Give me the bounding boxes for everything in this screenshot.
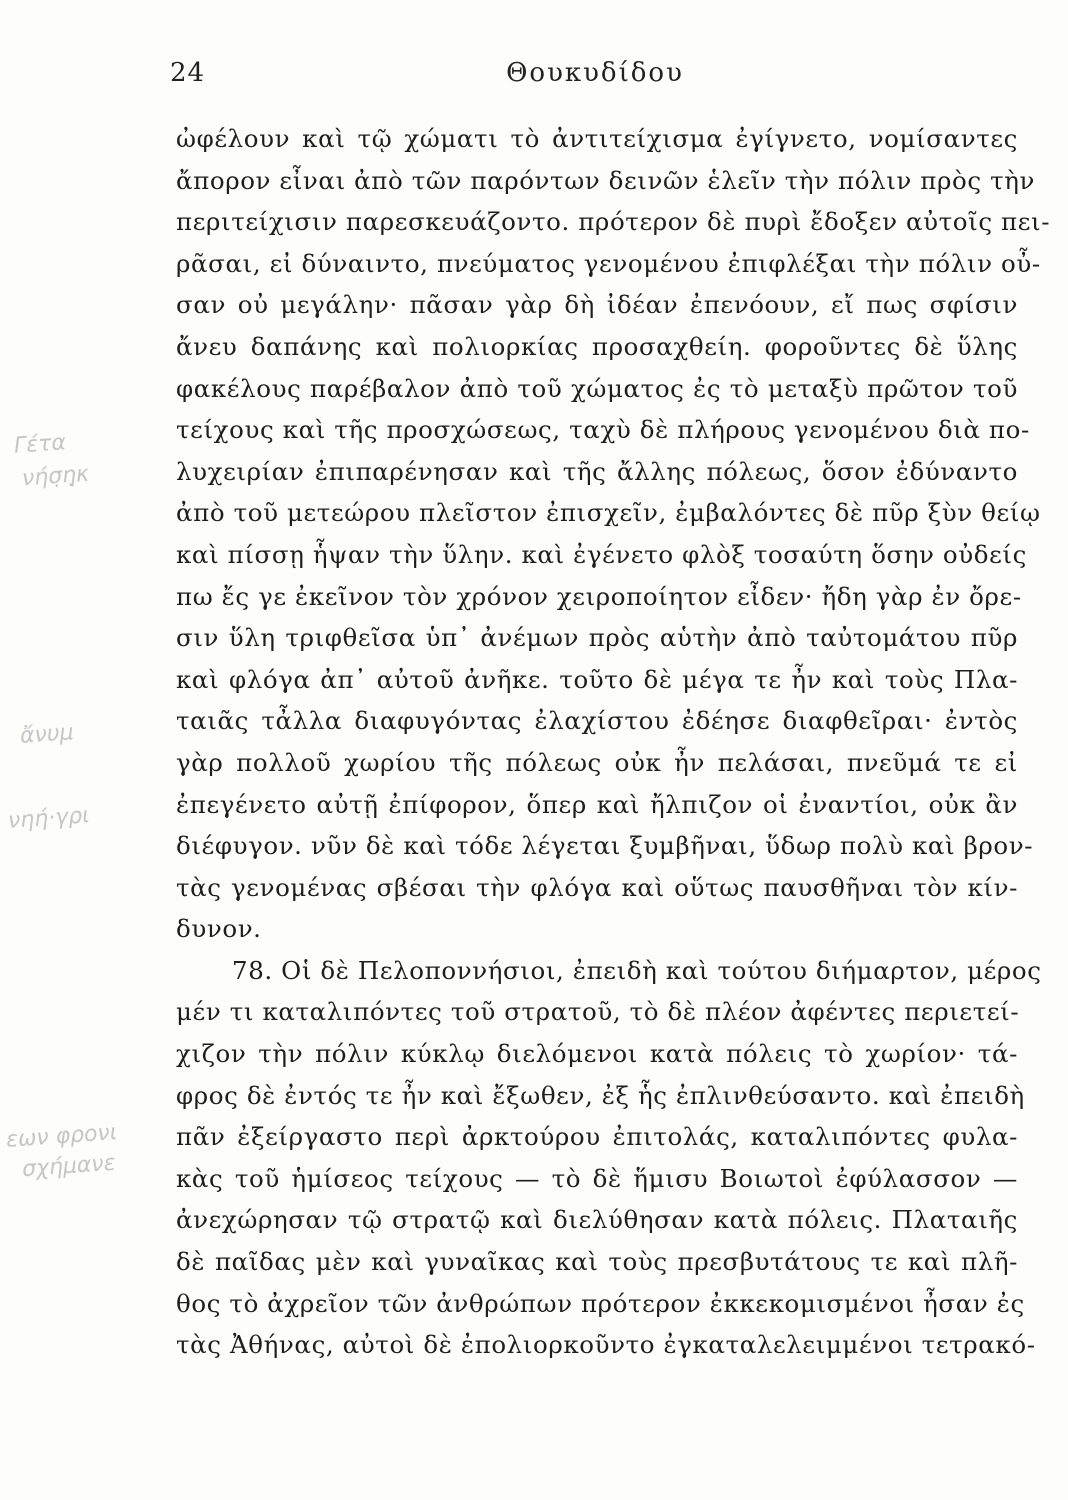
chapter-start-line: 78. Οἱ δὲ Πελοποννήσιοι, ἐπειδὴ καὶ τούτου διήμαρτον, μέρος (232, 955, 1042, 985)
margin-note: ἄνυμ (19, 720, 75, 749)
text-line: λυχειρίαν ἐπιπαρένησαν καὶ τῆς ἄλλης πόλεως, ὅσον ἐδύναντο (176, 456, 1018, 486)
text-line: φακέλους παρέβαλον ἀπὸ τοῦ χώματος ἐς τὸ μεταξὺ πρῶτον τοῦ (176, 373, 1018, 403)
margin-note: Γέτα (13, 430, 67, 459)
body-text (176, 118, 1051, 1366)
text-line: σιν ὕλη τριφθεῖσα ὑπ᾽ ἀνέμων πρὸς αὑτὴν ἀπὸ ταὐτομάτου πῦρ (176, 623, 1018, 653)
text-line: μέν τι καταλιπόντες τοῦ στρατοῦ, τὸ δὲ πλέον ἀφέντες περιετεί- (176, 997, 1020, 1027)
text-line: καὶ πίσσῃ ἧψαν τὴν ὕλην. καὶ ἐγένετο φλὸξ τοσαύτη ὅσην οὐδείς (176, 539, 1027, 569)
text-line: τὰς γενομένας σβέσαι τὴν φλόγα καὶ οὕτως παυσθῆναι τὸν κίν- (176, 872, 1018, 902)
text-line: φρος δὲ ἐντός τε ἦν καὶ ἔξωθεν, ἐξ ἧς ἐπλινθεύσαντο. καὶ ἐπειδὴ (176, 1080, 1025, 1110)
text-line: δὲ παῖδας μὲν καὶ γυναῖκας καὶ τοὺς πρεσβυτάτους τε καὶ πλῆ- (176, 1247, 1018, 1277)
margin-note: νηή·γρι (7, 803, 91, 834)
margin-note: νήσ̣η̣κ (21, 461, 90, 492)
text-line: χιζον τὴν πόλιν κύκλῳ διελόμενοι κατὰ πόλεις τὸ χωρίον· τά- (176, 1039, 1018, 1069)
text-line: περιτείχισιν παρεσκευάζοντο. πρότερον δὲ πυρὶ ἔδοξεν αὐτοῖς πει- (176, 207, 1051, 237)
text-line: ρᾶσαι, εἰ δύναιντο, πνεύματος γενομένου ἐπιφλέξαι τὴν πόλιν οὖ- (176, 248, 1041, 278)
text-line: ἀνεχώρησαν τῷ στρατῷ καὶ διελύθησαν κατὰ πόλεις. Πλαταιῆς (176, 1205, 1018, 1235)
text-line: τὰς Ἀθήνας, αὐτοὶ δὲ ἐπολιορκοῦντο ἐγκαταλελειμμένοι τετρακό- (176, 1330, 1036, 1360)
text-line: πω ἔς γε ἐκεῖνον τὸν χρόνον χειροποίητον εἶδεν· ἤδη γὰρ ἐν ὄρε- (176, 581, 1022, 611)
page-number: 24 (170, 58, 206, 88)
text-line: τείχους καὶ τῆς προσχώσεως, ταχὺ δὲ πλήρους γενομένου διὰ πο- (176, 415, 1030, 445)
text-line: ἐπεγένετο αὐτῇ ἐπίφορον, ὅπερ καὶ ἤλπιζον οἱ ἐναντίοι, οὐκ ἂν (176, 789, 1018, 819)
text-line: καὶ φλόγα ἀπ᾽ αὐτοῦ ἀνῆκε. τοῦτο δὲ μέγα τε ἦν καὶ τοὺς Πλα- (176, 664, 1018, 694)
text-line: θος τὸ ἀχρεῖον τῶν ἀνθρώπων πρότερον ἐκκεκομισμένοι ἦσαν ἐς (176, 1288, 1025, 1318)
text-line: δυνον. (176, 914, 262, 944)
page-header (170, 58, 1020, 98)
text-line: γὰρ πολλοῦ χωρίου τῆς πόλεως οὐκ ἦν πελάσαι, πνεῦμά τε εἰ (176, 747, 1018, 777)
running-title: Θουκυδίδου (506, 58, 684, 88)
text-line: ἀπὸ τοῦ μετεώρου πλεῖστον ἐπισχεῖν, ἐμβαλόντες δὲ πῦρ ξὺν θείῳ (176, 498, 1041, 528)
text-line: διέφυγον. νῦν δὲ καὶ τόδε λέγεται ξυμβῆναι, ὕδωρ πολὺ καὶ βρον- (176, 831, 1034, 861)
margin-note: εων φρονι (5, 1120, 119, 1153)
text-line: ταιᾶς τἆλλα διαφυγόντας ἐλαχίστου ἐδέησε διαφθεῖραι· ἐντὸς (176, 706, 1018, 736)
margin-note: σχήμανε (21, 1150, 117, 1183)
text-line: πᾶν ἐξείργαστο περὶ ἀρκτούρου ἐπιτολάς, καταλιπόντες φυλα- (176, 1122, 1018, 1152)
text-line: σαν οὐ μεγάλην· πᾶσαν γὰρ δὴ ἰδέαν ἐπενόουν, εἴ πως σφίσιν (176, 290, 1018, 320)
text-line: ἄπορον εἶναι ἀπὸ τῶν παρόντων δεινῶν ἑλεῖν τὴν πόλιν πρὸς τὴν (176, 165, 1036, 195)
text-line: ἄνευ δαπάνης καὶ πολιορκίας προσαχθείη. φοροῦντες δὲ ὕλης (176, 331, 1018, 361)
text-line: ὠφέλουν καὶ τῷ χώματι τὸ ἀντιτείχισμα ἐγίγνετο, νομίσαντες (176, 124, 1018, 153)
text-line: κὰς τοῦ ἡμίσεος τείχους — τὸ δὲ ἥμισυ Βοιωτοὶ ἐφύλασσον — (176, 1163, 1018, 1193)
